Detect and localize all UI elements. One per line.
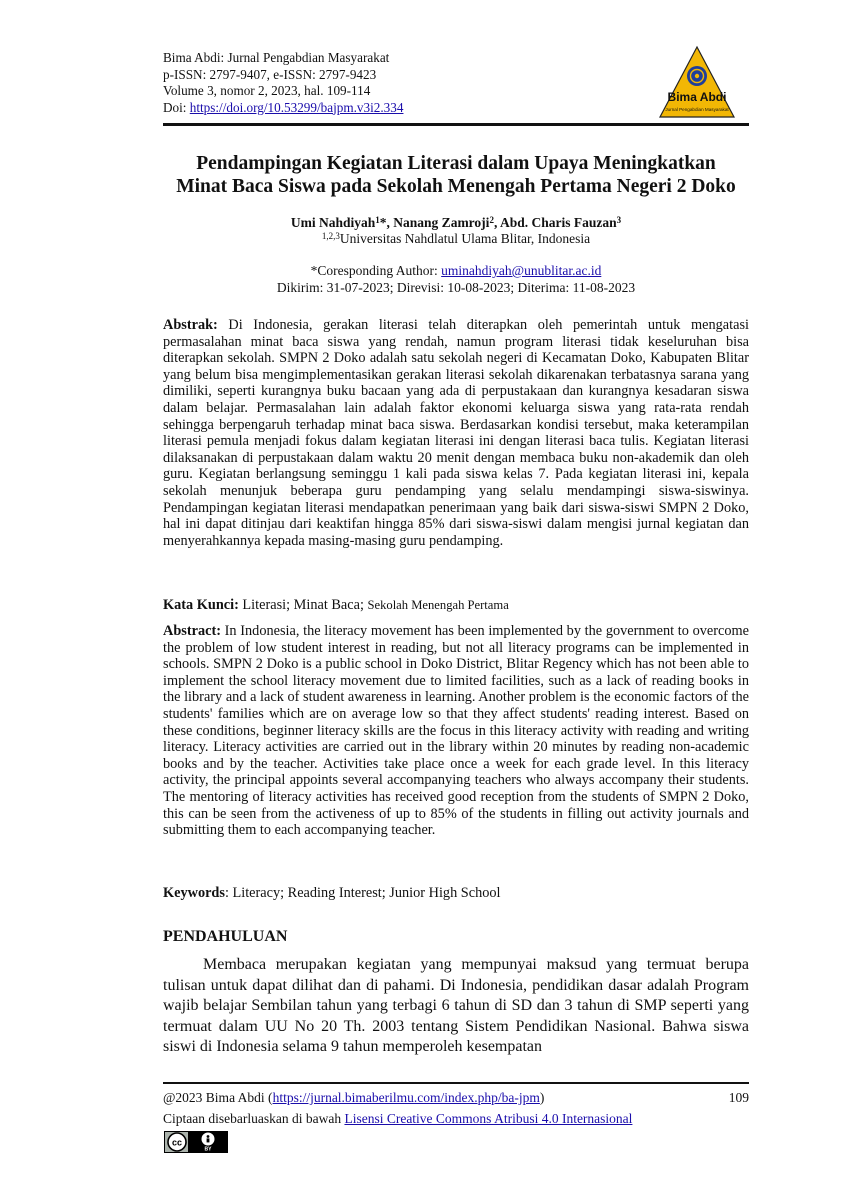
journal-header bbox=[163, 50, 403, 116]
corresponding-email-link[interactable]: uminahdiyah@unublitar.ac.id bbox=[441, 263, 602, 278]
author-list bbox=[163, 215, 749, 231]
author-1: Umi Nahdiyah bbox=[290, 215, 376, 230]
corresponding-label: *Coresponding Author: bbox=[310, 263, 442, 278]
paper-title bbox=[163, 152, 749, 198]
title-line-1: Pendampingan Kegiatan Literasi dalam Upaya Meningkatkan bbox=[196, 153, 716, 174]
footer-rule bbox=[163, 1082, 749, 1084]
abstrak-paragraph bbox=[163, 317, 749, 549]
corresponding-author bbox=[163, 263, 749, 279]
keywords-line bbox=[163, 885, 749, 902]
page-number: 109 bbox=[728, 1090, 749, 1105]
header-rule bbox=[163, 123, 749, 126]
kata-kunci-last: Sekolah Menengah Pertama bbox=[367, 598, 509, 612]
author-2: Nanang Zamroji bbox=[393, 215, 490, 230]
abstrak-text: Di Indonesia, gerakan literasi telah diterapkan oleh pemerintah untuk mengatasi permasalahan minat baca siswa yang rendah, namun program literasi tidak keseluruhan bisa diterapkan sekolah. SMPN 2 Doko adalah satu sekolah negeri di Kecamatan Doko, Kabupaten Blitar yang belum bisa mengimplementasikan gerakan literasi sekolah dikarenakan terbatasnya sarana yang dimiliki, seperti kurangnya buku bacaan yang ada di perpustakaan dan kurangnya kesadaran siswa dalam belajar. Permasalahan lain adalah faktor ekonomi keluarga siswa yang rata-rata rendah sehingga berpengaruh terhadap minat baca siswa. Berdasarkan kondisi tersebut, maka keterampilan literasi pemula menjadi fokus dalam kegiatan literasi ini dengan literasi baca tulis. Kegiatan literasi dilaksanakan di perpustakaan dalam waktu 20 menit dengan membaca buku non-akademik dan oleh guru. Kegiatan berlangsung seminggu 1 kali pada siswa kelas 7. Pada kegiatan literasi ini, kepala sekolah menunjuk beberapa guru pendamping yang selalu mendampingi siswa-siswinya. Pendampingan kegiatan literasi mendapatkan penerimaan yang baik dari siswa-siswi SMPN 2 Doko, hal ini dapat ditinjau dari keaktifan hingga 85% dari siswa-siswi dalam mengisi jurnal kegiatan dan menyerahkannya kepada masing-masing guru pendamping. bbox=[163, 317, 749, 549]
author-3: Abd. Charis Fauzan bbox=[499, 215, 617, 230]
abstract-label: Abstract: bbox=[163, 623, 221, 639]
footer-close-paren: ) bbox=[539, 1090, 545, 1105]
license-prefix: Ciptaan disebarluaskan di bawah bbox=[163, 1111, 345, 1126]
footer-copyright-line bbox=[163, 1090, 749, 1106]
author-2-sup: 2 bbox=[489, 215, 494, 225]
author-1-sup: 1 bbox=[375, 215, 380, 225]
volume-line: Volume 3, nomor 2, 2023, hal. 109-114 bbox=[163, 83, 371, 98]
affiliation bbox=[163, 231, 749, 247]
cc-text: cc bbox=[171, 1137, 183, 1148]
kata-kunci-line bbox=[163, 597, 749, 614]
abstract-paragraph bbox=[163, 623, 749, 839]
footer-license-line bbox=[163, 1111, 632, 1127]
doi-label: Doi: bbox=[163, 99, 190, 115]
keywords-text: : Literacy; Reading Interest; Junior High School bbox=[224, 885, 501, 901]
doi-link[interactable]: https://doi.org/10.53299/bajpm.v3i2.334 bbox=[189, 99, 404, 115]
journal-logo-icon bbox=[658, 45, 736, 119]
section-heading: PENDAHULUAN bbox=[163, 928, 288, 945]
abstract-text: In Indonesia, the literacy movement has been implemented by the government to overcome the problem of low student interest in reading, but not all literacy programs can be implemented in schools. SMPN 2 Doko is a public school in Doko District, Blitar Regency which has not been able to implement the school literacy movement due to limited facilities, such as a lack of reading books in the library and a lack of student awareness in learning. Another problem is the economic factors of the students' families which are on average low so that they affect students' reading interest. Based on these conditions, beginner literacy skills are the focus in this literacy activity with reading and writing literacy. Literacy activities are carried out in the library within 20 minutes by reading non-academic books and by the teacher. Activities take place once a week for each grade level. In this literacy activity, the principal appoints several accompanying teachers who always accompany their students. The mentoring of literacy activities has received good reception from the students of SMPN 2 Doko, this can be seen from the activeness of up to 85% of the students in filling out activity journals and submitting them to each accompanying teacher. bbox=[163, 623, 749, 839]
keywords-label: Keywords bbox=[163, 885, 225, 901]
issn-line: p-ISSN: 2797-9407, e-ISSN: 2797-9423 bbox=[163, 66, 377, 82]
logo-text: Bima Abdi bbox=[667, 90, 727, 104]
author-3-sup: 3 bbox=[616, 215, 622, 225]
doi-line bbox=[163, 100, 403, 117]
title-line-2: Minat Baca Siswa pada Sekolah Menengah Pertama Negeri 2 Doko bbox=[176, 176, 736, 197]
affiliation-sup: 1,2,3 bbox=[321, 231, 340, 241]
license-link[interactable]: Lisensi Creative Commons Atribusi 4.0 Internasional bbox=[344, 1111, 633, 1126]
submission-dates: Dikirim: 31-07-2023; Direvisi: 10-08-2023; Diterima: 11-08-2023 bbox=[276, 280, 636, 295]
journal-name: Bima Abdi: Jurnal Pengabdian Masyarakat bbox=[163, 50, 390, 65]
cc-by-license-icon[interactable] bbox=[164, 1131, 228, 1153]
abstrak-label: Abstrak: bbox=[163, 317, 218, 333]
author-1-mark: *, bbox=[379, 215, 394, 230]
logo-subtext: Jurnal Pengabdian Masyarakat bbox=[665, 107, 729, 112]
kata-kunci-text: Literasi; Minat Baca; bbox=[238, 597, 368, 613]
affiliation-text: Universitas Nahdlatul Ulama Blitar, Indonesia bbox=[339, 231, 591, 246]
by-text: BY bbox=[204, 1146, 212, 1153]
journal-url-link[interactable]: https://jurnal.bimaberilmu.com/index.php/ba-jpm bbox=[272, 1090, 540, 1105]
kata-kunci-label: Kata Kunci: bbox=[163, 597, 239, 613]
footer-copyright: @2023 Bima Abdi ( bbox=[163, 1090, 273, 1105]
author-sep: , bbox=[493, 215, 500, 230]
section-paragraph: Membaca merupakan kegiatan yang mempunyai maksud yang termuat berupa tulisan untuk dapat dilihat dan di pahami. Di Indonesia, pendidikan dasar adalah Program wajib belajar Sembilan tahun yang terbagi 6 tahun di SD dan 3 tahun di SMP seperti yang termuat dalam UU No 20 Th. 2003 tentang Sistem Pendidikan Nasional. Bahwa siswa siswi di Indonesia selama 9 tahun memperoleh kesempatan bbox=[163, 956, 749, 1056]
